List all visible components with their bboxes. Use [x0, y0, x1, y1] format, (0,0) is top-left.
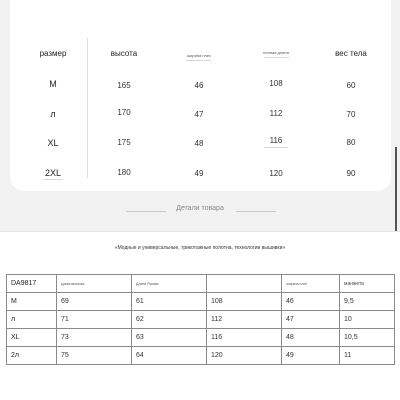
shoulder-width-header: ширина плеч — [186, 53, 212, 58]
header-cell: Длина Рукава — [132, 275, 207, 293]
size-chart-card — [10, 0, 391, 191]
full-length-value: 112 — [269, 109, 283, 118]
value-underline — [264, 147, 288, 148]
height-value: 170 — [117, 108, 131, 117]
size-label: XL — [47, 138, 59, 148]
table-row — [7, 293, 395, 311]
table-row — [7, 329, 395, 347]
table-cell: 75 — [57, 347, 132, 365]
full-length-value: 108 — [269, 79, 283, 88]
shoulder-width-value: 47 — [194, 110, 204, 119]
model-code: DA9817 — [7, 275, 57, 293]
table-cell: 9,5 — [340, 293, 395, 311]
table-cell: 61 — [132, 293, 207, 311]
table-cell: M — [7, 293, 57, 311]
table-cell: 49 — [282, 347, 340, 365]
header-underline — [264, 57, 289, 58]
table-cell: 46 — [282, 293, 340, 311]
shoulder-width-value: 46 — [194, 81, 204, 90]
table-cell: 71 — [57, 311, 132, 329]
header-underline — [186, 60, 211, 61]
size-label: M — [49, 79, 57, 89]
table-cell: XL — [7, 329, 57, 347]
table-cell: 2л — [7, 347, 57, 365]
size-label: л — [50, 109, 56, 119]
table-header-row — [7, 275, 395, 293]
height-value: 175 — [117, 138, 131, 147]
section-border — [0, 231, 400, 232]
table-cell: 112 — [207, 311, 282, 329]
product-description: «Модные и универсальные, трикотажные полотна, технологии вышивки» — [114, 245, 286, 251]
table-cell: 116 — [207, 329, 282, 347]
divider-line-right — [236, 211, 276, 212]
header-cell: рукав-вытачка — [57, 275, 132, 293]
header-cell: манжета — [340, 275, 395, 293]
value-underline — [43, 179, 63, 180]
table-cell: 62 — [132, 311, 207, 329]
table-cell: 10 — [340, 311, 395, 329]
details-divider — [0, 203, 400, 219]
full-length-header: полная длина — [263, 50, 289, 55]
table-cell: 64 — [132, 347, 207, 365]
table-cell: 47 — [282, 311, 340, 329]
height-value: 165 — [117, 81, 131, 90]
body-weight-value: 60 — [346, 81, 356, 90]
table-cell: 10,5 — [340, 329, 395, 347]
table-cell: 69 — [57, 293, 132, 311]
body-weight-header: вес тела — [335, 49, 367, 58]
body-weight-value: 70 — [346, 110, 356, 119]
details-caption: Детали товара — [176, 205, 224, 212]
table-cell: 63 — [132, 329, 207, 347]
table-cell: 120 — [207, 347, 282, 365]
full-length-value: 120 — [269, 169, 283, 178]
body-weight-value: 90 — [346, 169, 356, 178]
shoulder-width-value: 49 — [194, 169, 204, 178]
height-value: 180 — [117, 168, 131, 177]
table-cell: 73 — [57, 329, 132, 347]
body-weight-value: 80 — [346, 138, 356, 147]
size-label: 2XL — [44, 168, 62, 178]
table-cell: л — [7, 311, 57, 329]
header-cell — [207, 275, 282, 293]
size-chart-table — [10, 0, 391, 191]
table-row — [7, 347, 395, 365]
height-header: высота — [110, 49, 138, 58]
table-cell: 11 — [340, 347, 395, 365]
full-length-value: 116 — [269, 136, 283, 145]
header-cell: ширина плеч — [282, 275, 340, 293]
product-measurement-table — [6, 274, 395, 365]
table-row — [7, 311, 395, 329]
shoulder-width-value: 48 — [194, 139, 204, 148]
table-cell: 48 — [282, 329, 340, 347]
table-cell: 108 — [207, 293, 282, 311]
size-header: размер — [39, 49, 67, 58]
